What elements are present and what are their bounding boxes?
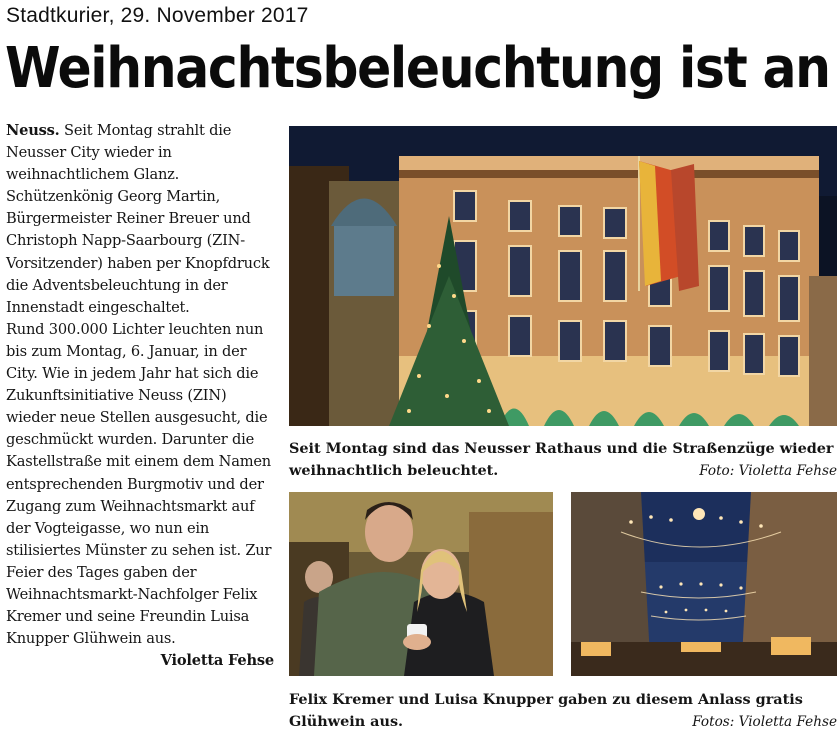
caption-main <box>289 438 837 482</box>
caption-main-text: Seit Montag sind das Neusser Rathaus und die Straßenzüge wieder weihnachtlich beleuchtet. <box>289 440 834 479</box>
article-paragraph-2 <box>6 319 274 670</box>
article-author: Violetta Fehse <box>160 652 274 670</box>
article-paragraph-1 <box>6 120 274 319</box>
article-paragraph-1-text: Seit Montag strahlt die Neusser City wieder in weihnachtlichem Glanz. Schützenkönig Georg Martin, Bürgermeister Reiner Breuer und Christoph Napp-Saarbourg (ZIN-Vorsitzender) haben per Knopfdruck die Adventsbeleuchtung in der Innenstadt eingeschaltet. <box>6 122 270 316</box>
photo-couple <box>289 492 553 676</box>
photo-town-hall <box>289 126 837 426</box>
headline: Weihnachtsbeleuchtung ist an <box>5 36 830 101</box>
caption-bottom <box>289 689 837 733</box>
caption-bottom-credit: Fotos: Violetta Fehse <box>692 714 837 730</box>
caption-main-credit: Foto: Violetta Fehse <box>699 463 837 479</box>
dateline: Stadtkurier, 29. November 2017 <box>6 4 309 27</box>
article-lead: Neuss. <box>6 122 60 139</box>
caption-bottom-text: Felix Kremer und Luisa Knupper gaben zu diesem Anlass gratis Glühwein aus. <box>289 691 803 730</box>
photo-street-lights <box>571 492 837 676</box>
article-paragraph-2-text: Rund 300.000 Lichter leuchten nun bis zum Montag, 6. Januar, in der City. Wie in jedem Jahr hat sich die Zukunftsinitiative Neuss (ZIN) wieder neue Stellen ausgesucht, die geschmückt wurden. Darunter die Kastellstraße mit einem dem Namen entsprechenden Burgmotiv und der Zugang zum Weihnachtsmarkt auf der Vogteigasse, wo nun ein stilisiertes Münster zu sehen ist. Zur Feier des Tages gaben der Weihnachtsmarkt-Nachfolger Felix Kremer und seine Freundin Luisa Knupper Glühwein aus. <box>6 320 272 648</box>
article-body <box>6 120 274 672</box>
